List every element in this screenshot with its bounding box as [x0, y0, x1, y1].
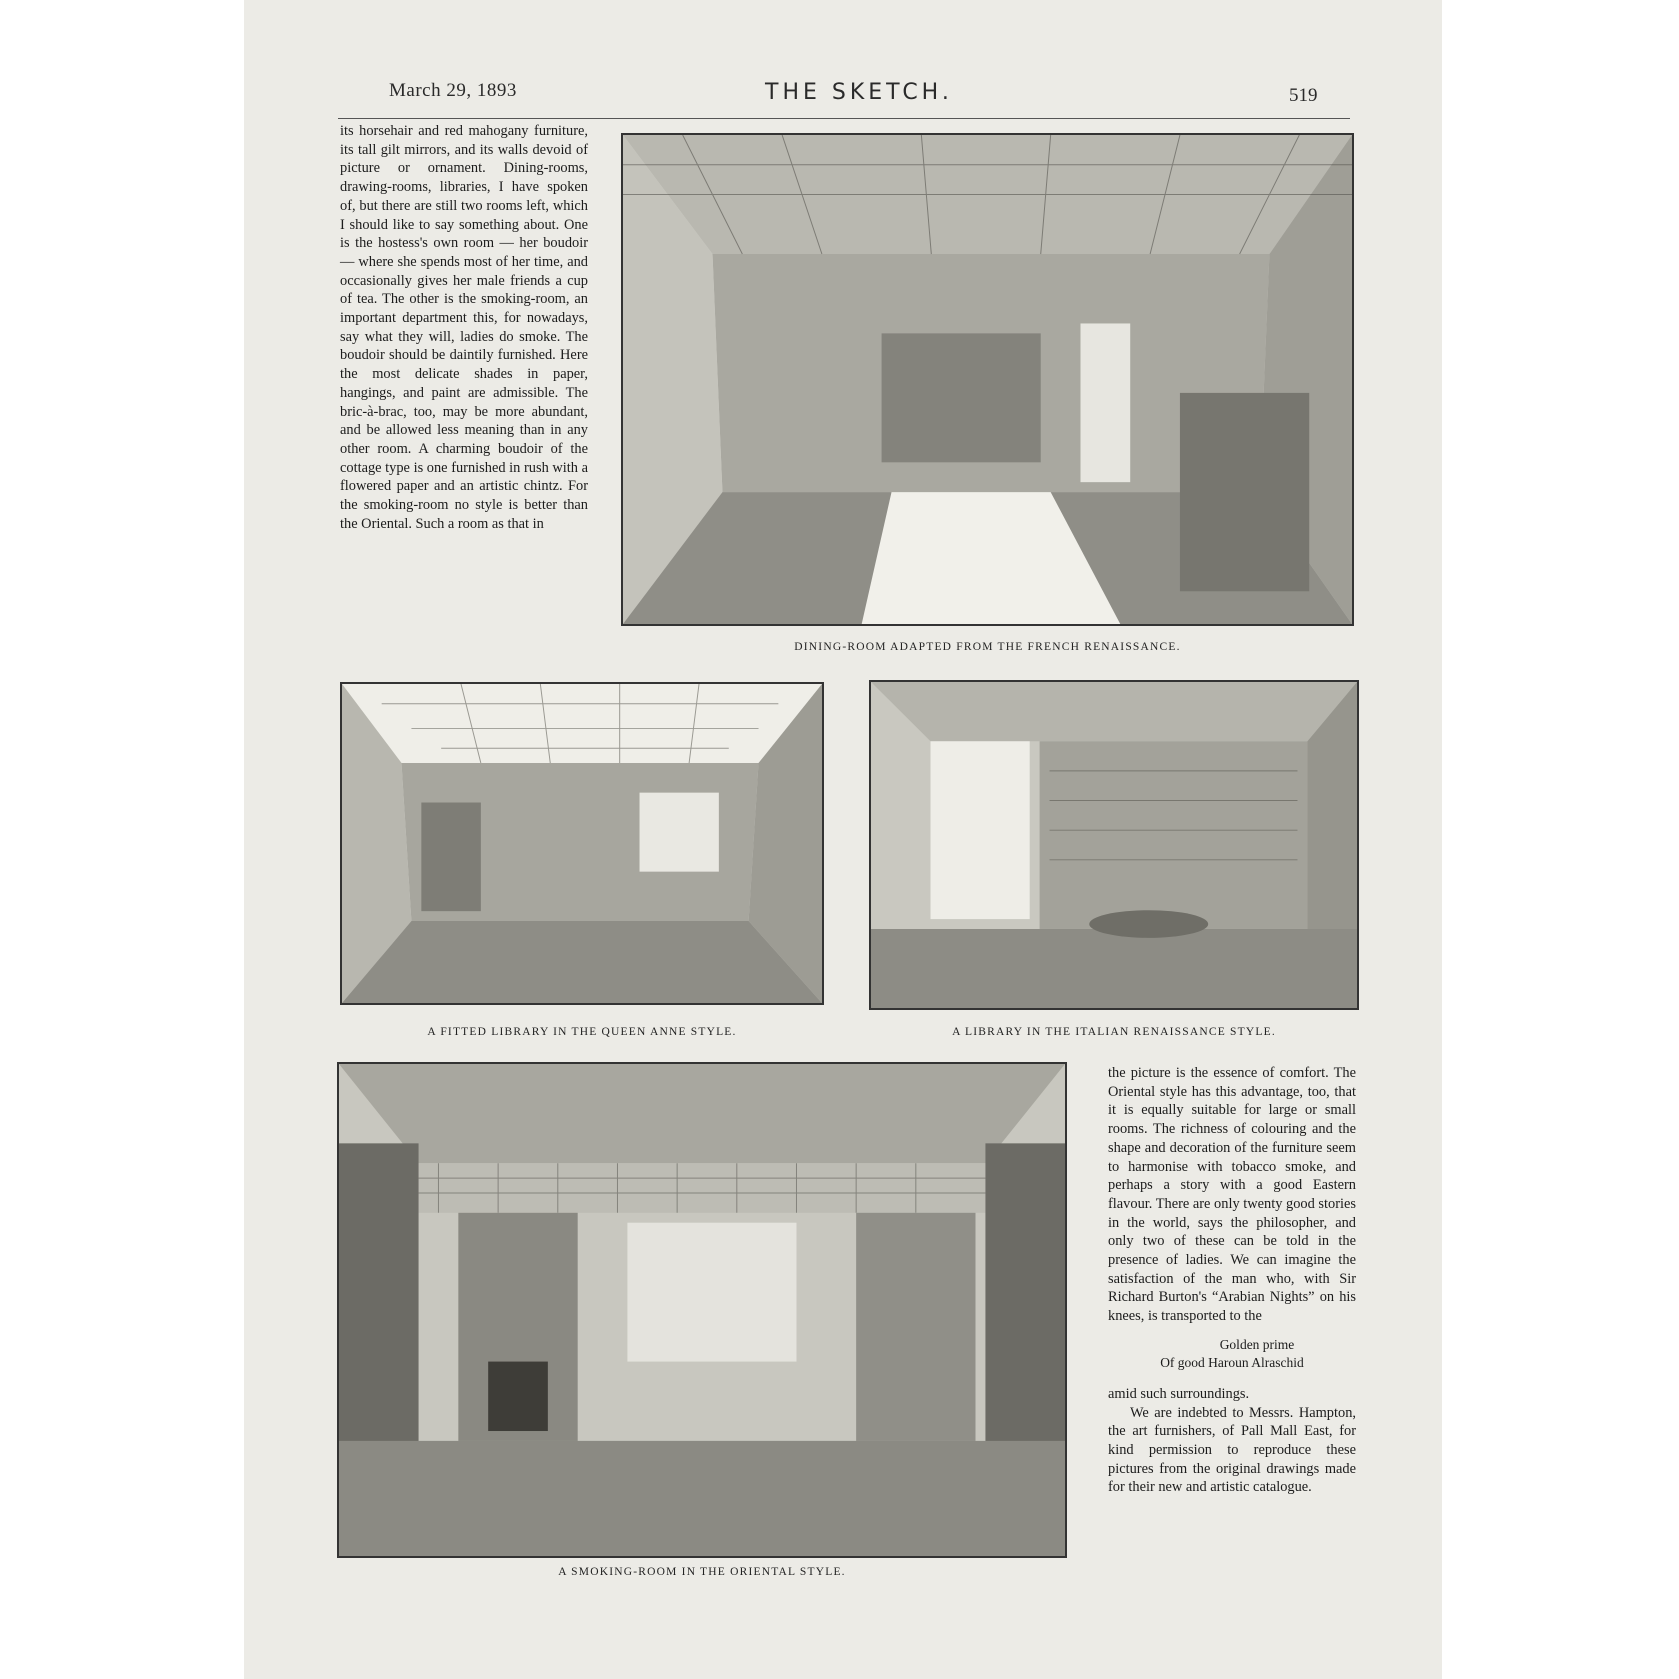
paragraph-right-2: amid such surroundings. — [1108, 1385, 1250, 1402]
paragraph-left: its horsehair and red mahogany furniture, its tall gilt mirrors, and its walls devoid of picture or ornament. Dining-rooms, drawing-rooms, libraries, I have spoken of, but there are still two rooms left, which I should like to say something about. One is the hostess's own room — her boudoir — where she spends most of her time, and occasionally gives her male friends a cup of tea. The other is the smoking-room, an important department this, for nowadays, say what they will, ladies do smoke. The boudoir should be daintily furnished. Here the most delicate shades in paper, hangings, and paint are admissible. The bric-à-brac, too, may be more abundant, and be allowed less meaning than in any other room. A charming boudoir of the cottage type is one furnished in rush with a flowered paper and an artistic chintz. For the smoking-room no style is better than the Oriental. Such a room as that in — [340, 123, 588, 532]
paragraph-right-1: the picture is the essence of comfort. The Oriental style has this advantage, too, that it is equally suitable for large or small rooms. The richness of colouring and the shape and decoration of the furniture seem to harmonise with tobacco smoke, and perhaps a story with a good Eastern flavour. There are only twenty good stories in the world, says the philosopher, and only two of these can be told in the presence of ladies. We can imagine the satisfaction of the man who, with Sir Richard Burton's “Arabian Nights” on his knees, is transported to the — [1108, 1065, 1356, 1325]
smoking-room-engraving — [337, 1062, 1067, 1558]
italian-library-engraving — [869, 680, 1359, 1010]
page-number: 519 — [1289, 85, 1318, 106]
masthead-title: THE SKETCH. — [765, 80, 953, 105]
issue-date: March 29, 1893 — [389, 80, 517, 101]
caption-queen-anne-library: A FITTED LIBRARY IN THE QUEEN ANNE STYLE. — [427, 1026, 737, 1038]
caption-italian-library: A LIBRARY IN THE ITALIAN RENAISSANCE STYLE. — [952, 1026, 1276, 1038]
verse-quotation — [1108, 1336, 1356, 1373]
caption-smoking-room: A SMOKING-ROOM IN THE ORIENTAL STYLE. — [558, 1566, 846, 1578]
verse-line-1: Golden prime — [1219, 1336, 1295, 1352]
header-rule — [338, 118, 1350, 119]
text-column-left — [340, 122, 588, 533]
verse-line-2: Of good Haroun Alraschid — [1160, 1355, 1304, 1371]
dining-room-engraving — [621, 133, 1354, 626]
text-column-right — [1108, 1064, 1356, 1497]
caption-dining-room: DINING-ROOM ADAPTED FROM THE FRENCH RENAISSANCE. — [794, 641, 1181, 653]
paragraph-right-3: We are indebted to Messrs. Hampton, the art furnishers, of Pall Mall East, for kind permission to reproduce these pictures from the original drawings made for their new and artistic catalogue. — [1108, 1404, 1356, 1496]
queen-anne-library-engraving — [340, 682, 824, 1005]
